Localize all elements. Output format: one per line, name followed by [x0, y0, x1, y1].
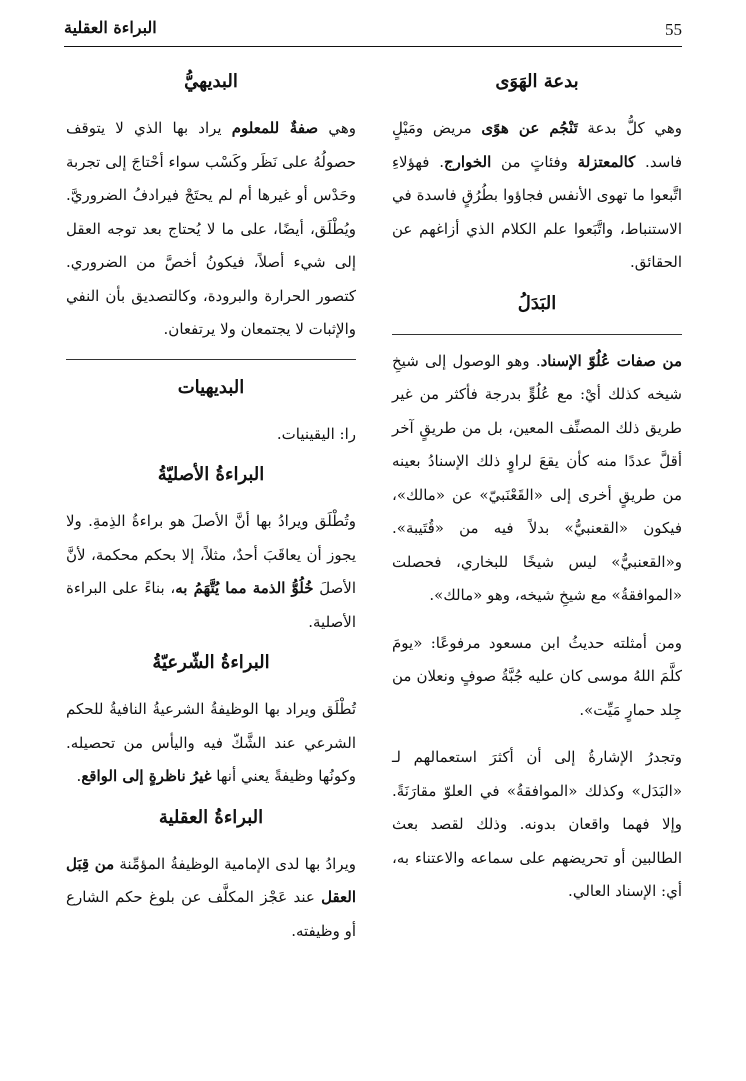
- text-run: عند عَجْز المكلَّف عن بلوغ حكم الشارع أو وظيفته.: [66, 888, 356, 940]
- text-run: .: [76, 767, 82, 785]
- text-run: . فهؤلاءِ اتَّبعوا ما تهوى الأنفس فجاؤوا بطُرُقٍ فاسدة في الاستنباط، واتَّبَعوا علم الكلام الذي أزاغهم عن الحقائق.: [392, 152, 682, 271]
- entry-text-albadal-note: وتجدرُ الإشارةُ إلى أن أكثرَ استعمالهم لـ «البَدَل» وكذلك «الموافقةُ» في العلوّ مقارَنَةً. وإلا فهما واقعان بدونه. وذلك لقصد بعث الطالبين أو تحريضهم على سماعه والاعتناء به، أي: الإسناد العالي.: [392, 748, 682, 900]
- entry-text-bidat-alhawa: [392, 112, 682, 280]
- bold-term: غيرُ ناظرةٍ إلى الواقع: [81, 767, 212, 785]
- text-run: وتُطْلَق ويرادُ بها أنَّ الأصلَ هو براءةُ الذِمةِ. ولا يجوز أن يعاقَبَ أحدٌ، مثلاً، إلا بحكم محكمة، لأنَّ الأصلَ: [66, 512, 357, 597]
- entry-heading-albaraa-alaqliyya: البراءةُ العقلية: [158, 806, 264, 828]
- page-header: [64, 14, 682, 47]
- entry-heading-albadihi: البديهيُّ: [184, 71, 238, 92]
- text-run: مريض ومَيْلٍ فاسد.: [392, 119, 683, 171]
- entry-text-albaraa-alasliyya: [66, 505, 356, 639]
- entry-heading-bidat-alhawa: بدعة الهَوَى: [495, 71, 579, 92]
- entry-heading-albaraa-alshariyya: البراءةُ الشّرعيّةُ: [152, 652, 270, 673]
- section-rule: [66, 359, 356, 360]
- bold-term: صفةٌ للمعلوم: [231, 119, 319, 137]
- entry-text-albaraa-alaqliyya: [66, 848, 356, 949]
- section-rule: [392, 334, 682, 335]
- entry-heading-albadihiyyat: البديهيات: [177, 376, 245, 398]
- text-run: . وهو الوصول إلى شيخِ شيخه كذلك أيْ: مع عُلُوٍّ بدرجة فأكثر من غير طريق ذلك المصنِّف المعين، بل من طريقٍ آخر أقلَّ عددًا منه كأن يقعَ لراوٍ ذلك الإسنادُ بعينه من طريقٍ أخرى إلى «القَعْنَبيّ» عن «مالك»، فيكون «القعنبيُّ» بدلاً فيه من «قُتَيبة». و«القعنبيُّ» ليس شيخًا للبخاري، فحصلت «الموافقةُ» مع شيخِ شيخه، وهو «مالك».: [392, 351, 682, 604]
- text-run: وهي كلُّ بدعة: [577, 119, 682, 137]
- entry-text-albadal: [392, 345, 682, 613]
- entry-heading-albaraa-alasliyya: البراءةُ الأصليّةُ: [157, 464, 265, 485]
- entry-text-albaraa-alshariyya: [66, 693, 356, 794]
- entry-text-albadihi: [66, 112, 356, 347]
- text-run: يراد بها الذي لا يتوقف حصولُهُ على نَظَر وكَسْب سواء أحْتاجَ إلى تجربة وحَدْس أو غيرها أم لم يحتَجْ فيرادفُ الضروريَّ. ويُطْلَق، أيضًا، على ما لا يُحتاج بعد توجه العقل إلى شيء أصلاً، فيكونُ أخصَّ من الضروري. كتصور الحرارة والبرودة، وكالتصديق بأن النفي والإثبات لا يجتمعان ولا يرتفعان.: [66, 119, 356, 338]
- right-column: [392, 58, 682, 913]
- page-number: 55: [665, 20, 682, 39]
- entry-heading-albadal: البَدَلُ: [517, 292, 557, 314]
- text-run: وفئاتٍ من: [491, 152, 578, 171]
- bold-term: تَنْجُم عن هوًى: [481, 119, 578, 137]
- bold-term: الخوارج: [443, 152, 492, 171]
- entry-text-albadihiyyat: را: اليقينيات.: [276, 424, 356, 443]
- text-run: ويرادُ بها لدى الإمامية الوظيفةُ المؤمِّنة: [114, 854, 356, 873]
- left-column: [66, 58, 356, 952]
- bold-term: من صفات عُلُوّ الإسناد: [540, 351, 682, 370]
- text-run: تُطْلَق ويراد بها الوظيفةُ الشرعيةُ النافيةُ للحكم الشرعي عند الشَّكّ فيه واليأس من تحصيله. وكونُها وظيفةً يعني أنها: [66, 700, 356, 785]
- bold-term: خُلُوُّ الذمة مما يُتَّهَمُ به: [175, 579, 314, 597]
- entry-text-albadal-example: ومن أمثلته حديثُ ابن مسعود مرفوعًا: «يومَ كلَّمَ اللهُ موسى كان عليه جُبَّةُ صوفٍ ونعلان من جِلد حمارٍ مَيِّت».: [392, 633, 682, 719]
- text-run: وهي: [318, 119, 356, 137]
- bold-term: من قِبَل العقل: [66, 854, 356, 906]
- running-title: البراءة العقلية: [64, 18, 157, 37]
- bold-term: كالمعتزلة: [577, 152, 636, 171]
- text-run: ، بناءً على البراءة الأصلية.: [66, 579, 356, 631]
